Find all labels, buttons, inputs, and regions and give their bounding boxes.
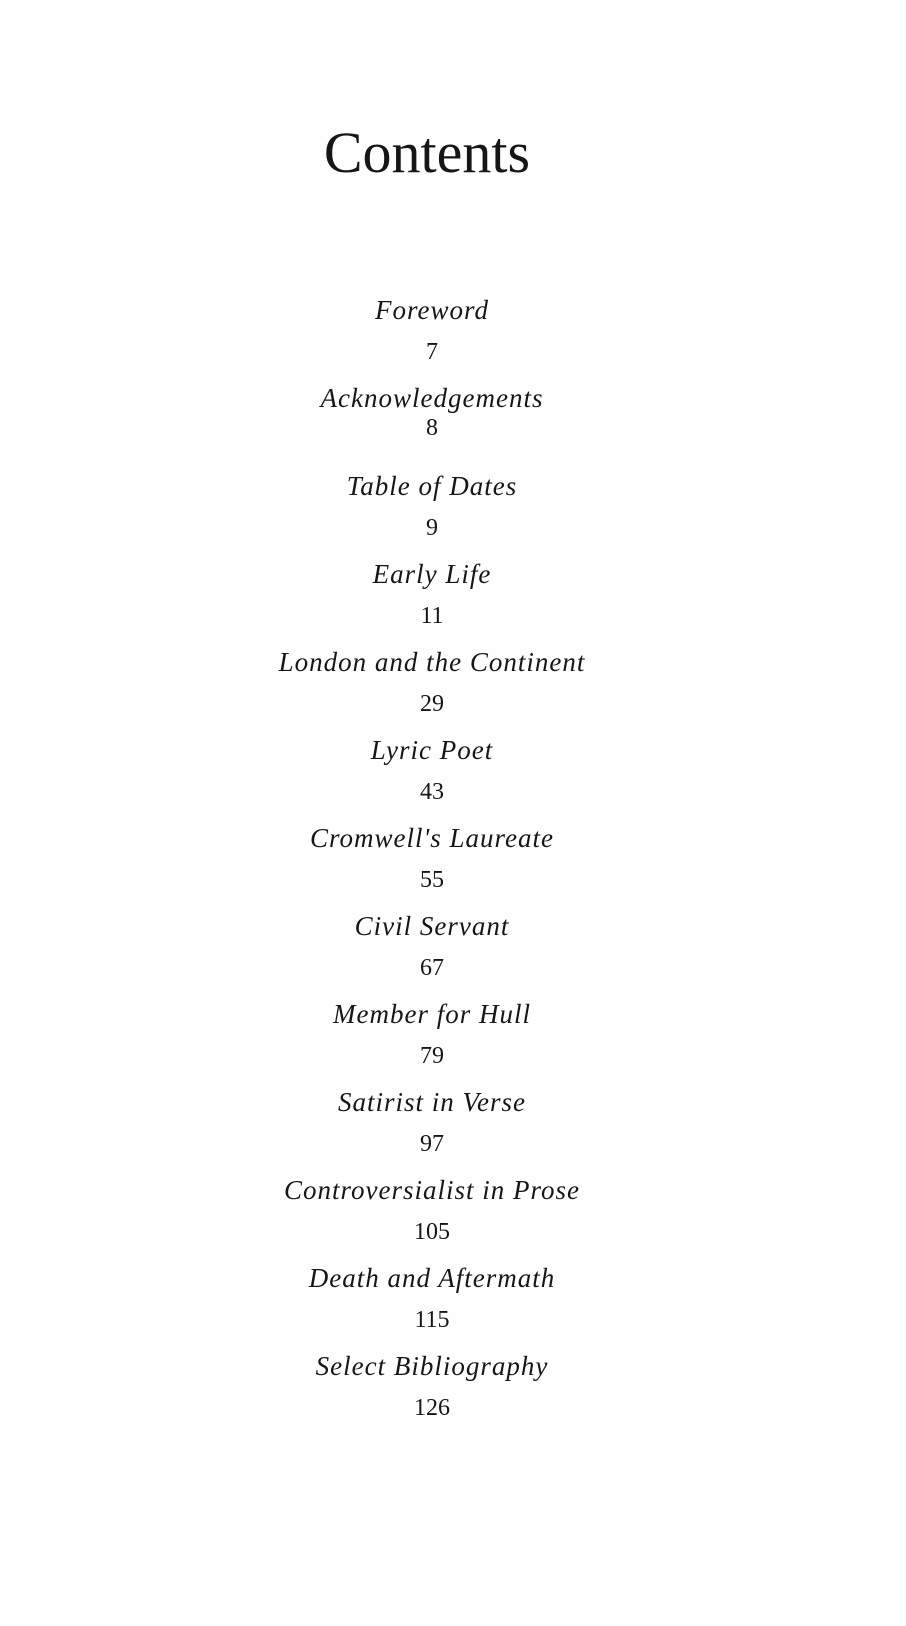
toc-entry-title: Member for Hull [333,999,531,1029]
toc-entry [0,470,864,542]
toc-entry-title: Select Bibliography [315,1351,549,1381]
toc-entry [0,998,864,1070]
toc-entry-title: Foreword [375,295,489,325]
toc-entry [0,910,864,982]
toc-entry-title: Acknowledgements [320,383,544,413]
toc-entry-title: Death and Aftermath [308,1263,556,1293]
toc-entry-title: Table of Dates [346,471,518,501]
toc-entry [0,1350,864,1422]
toc-entry-page: 11 [420,603,444,629]
toc-entry-title: Controversialist in Prose [283,1175,580,1205]
toc-entry-title: London and the Continent [278,647,586,677]
page-title: Contents [323,120,531,185]
toc-entry-title: Satirist in Verse [337,1087,526,1117]
toc-entry [0,1086,864,1158]
toc-entry [0,646,864,718]
toc-entry-page: 55 [420,867,444,893]
toc-entry-title: Cromwell's Laureate [309,823,555,853]
toc-entry [0,734,864,806]
toc-entry-page: 43 [420,779,444,805]
toc-entry-page: 115 [414,1307,450,1333]
toc-entry [0,558,864,630]
toc-entry-page: 79 [420,1043,444,1069]
toc-entry [0,382,864,442]
toc-entry-page: 7 [426,339,438,365]
toc-entry-page: 97 [420,1131,444,1157]
toc-entry-page: 8 [426,415,438,441]
toc-entry [0,1174,864,1246]
toc-entry-title: Civil Servant [354,911,510,941]
toc-entry-page: 67 [420,955,444,981]
toc-entry-page: 9 [426,515,438,541]
toc-entry [0,822,864,894]
toc-entry [0,1262,864,1334]
toc-entry-page: 105 [414,1219,450,1245]
toc-entry [0,294,864,366]
toc-entry-title: Lyric Poet [370,735,494,765]
toc-entry-page: 126 [414,1395,450,1421]
toc-entry-page: 29 [420,691,444,717]
toc-entry-title: Early Life [372,559,492,589]
